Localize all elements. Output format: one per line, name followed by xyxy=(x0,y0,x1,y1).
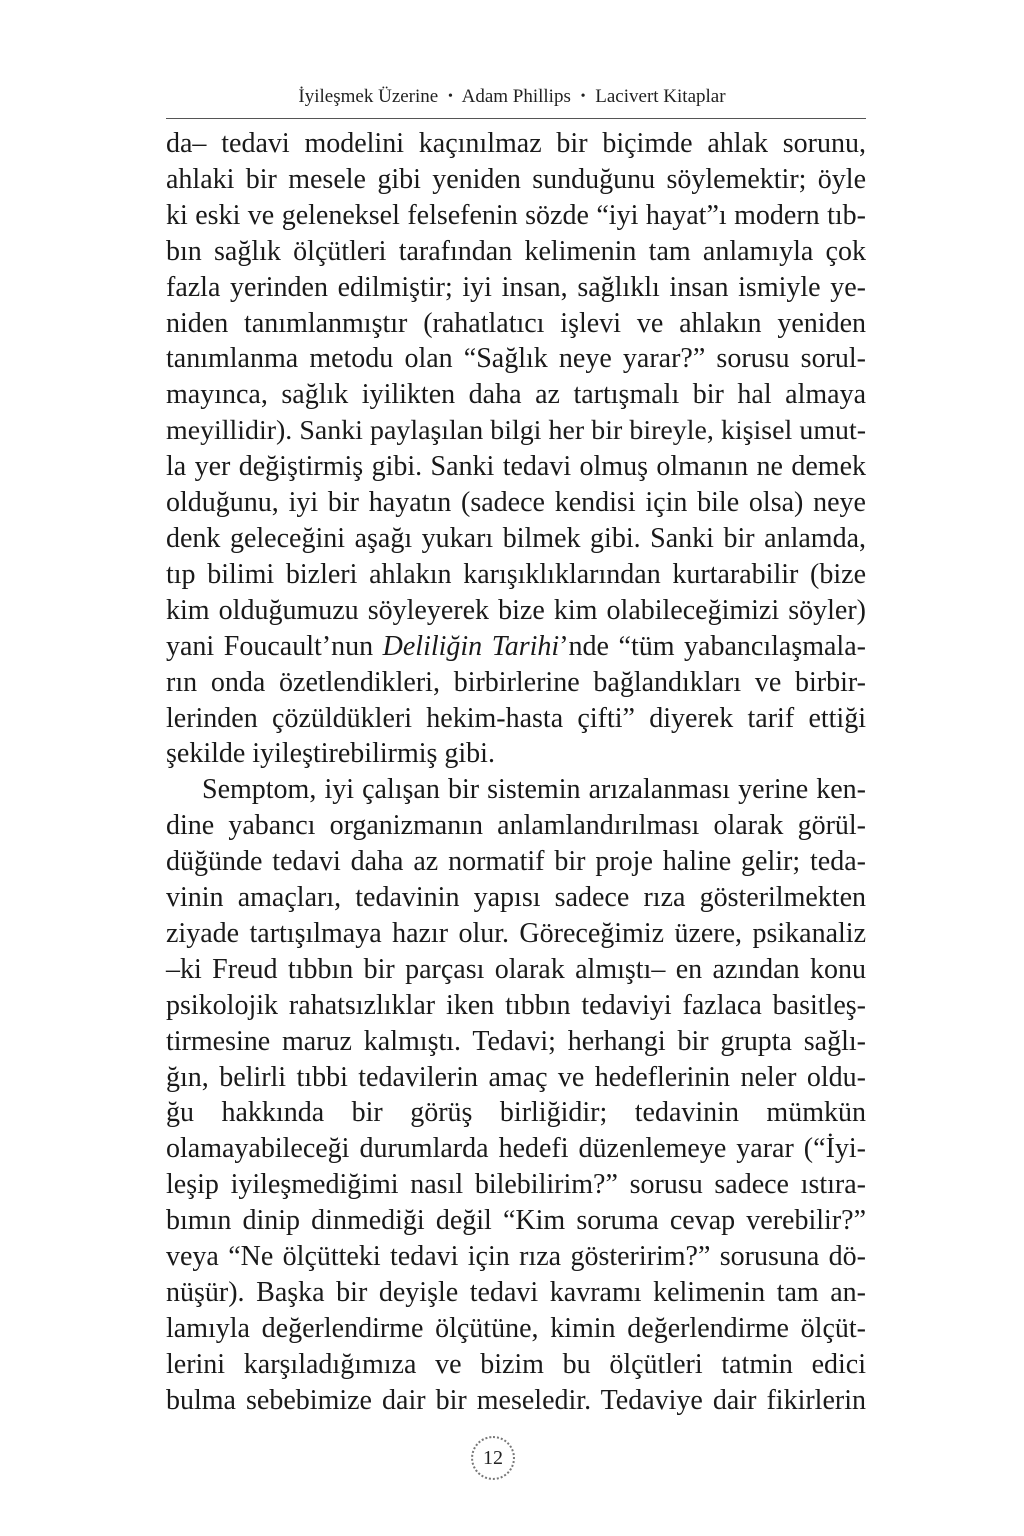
text-segment: ’nde “tüm yabancılaşmala- xyxy=(559,630,866,662)
body-text xyxy=(166,126,866,1419)
text-line-with-italic xyxy=(166,629,866,665)
page-number: 12 xyxy=(471,1436,515,1480)
text-line: –ki Freud tıbbın bir parçası olarak almıştı– en azından konu xyxy=(166,953,866,985)
text-line: bımın dinip dinmediği değil “Kim soruma cevap verebilir?” xyxy=(166,1205,866,1237)
paragraph-end-line: şekilde iyileştirebilirmiş gibi. xyxy=(166,738,495,770)
header-author: Adam Phillips xyxy=(461,86,571,107)
text-line: denk geleceğini aşağı yukarı bilmek gibi. Sanki bir anlamda, xyxy=(166,522,866,554)
text-line: ki eski ve geleneksel felsefenin sözde “iyi hayat”ı modern tıb- xyxy=(166,199,866,231)
header-separator: • xyxy=(447,89,453,104)
text-line: lerinden çözüldükleri hekim-hasta çifti” diyerek tarif ettiği xyxy=(166,702,866,734)
header-publisher: Lacivert Kitaplar xyxy=(595,86,726,107)
text-line: vinin amaçları, tedavinin yapısı sadece rıza gösterilmekten xyxy=(166,882,866,914)
text-line: ğın, belirli tıbbi tedavilerin amaç ve hedeflerinin neler oldu- xyxy=(166,1061,866,1093)
text-line: mayınca, sağlık iyilikten daha az tartışmalı bir hal almaya xyxy=(166,379,866,411)
header-book-title: İyileşmek Üzerine xyxy=(298,86,439,107)
text-line: meyillidir). Sanki paylaşılan bilgi her bir bireyle, kişisel umut- xyxy=(166,415,866,447)
text-line: nüşür). Başka bir deyişle tedavi kavramı kelimenin tam an- xyxy=(166,1277,866,1308)
text-line: ğu hakkında bir görüş birliğidir; tedavinin mümkün xyxy=(166,1097,866,1129)
running-header xyxy=(0,86,1024,108)
text-line: fazla yerinden edilmiştir; iyi insan, sağlıklı insan ismiyle ye- xyxy=(166,271,866,303)
text-line: niden tanımlanmıştır (rahatlatıcı işlevi ve ahlakın yeniden xyxy=(166,307,866,339)
text-line: tirmesine maruz kalmıştı. Tedavi; herhangi bir grupta sağlı- xyxy=(166,1025,866,1057)
text-segment: yani Foucault’nun xyxy=(166,630,383,662)
header-rule xyxy=(166,118,866,119)
text-line: da– tedavi modelini kaçınılmaz bir biçimde ahlak sorunu, xyxy=(166,128,866,159)
text-line: lamıyla değerlendirme ölçütüne, kimin değerlendirme ölçüt- xyxy=(166,1312,866,1344)
text-line: dine yabancı organizmanın anlamlandırılması olarak görül- xyxy=(166,810,866,842)
text-line: bın sağlık ölçütleri tarafından kelimenin tam anlamıyla çok xyxy=(166,235,866,267)
text-line: ziyade tartışılmaya hazır olur. Göreceğimiz üzere, psikanaliz xyxy=(166,917,866,949)
text-line: tanımlanma metodu olan “Sağlık neye yarar?” sorusu sorul- xyxy=(166,343,866,375)
text-line: bulma sebebimize dair bir meseledir. Tedaviye dair fikirlerin xyxy=(166,1384,866,1416)
text-line: lerini karşıladığımıza ve bizim bu ölçütleri tatmin edici xyxy=(166,1348,866,1380)
text-line: psikolojik rahatsızlıklar iken tıbbın tedaviyi fazlaca basitleş- xyxy=(166,989,866,1021)
text-line: ahlaki bir mesele gibi yeniden sunduğunu söylemektir; öyle xyxy=(166,163,866,195)
text-line: düğünde tedavi daha az normatif bir proje haline gelir; teda- xyxy=(166,846,866,878)
book-title-italic: Deliliğin Tarihi xyxy=(382,630,560,662)
text-line: kim olduğumuzu söyleyerek bize kim olabileceğimizi söyler) xyxy=(166,594,866,626)
text-line: tıp bilimi bizleri ahlakın karışıklıklarından kurtarabilir (bize xyxy=(166,558,866,590)
text-line: olamayabileceği durumlarda hedefi düzenlemeye yarar (“İyi- xyxy=(166,1133,866,1165)
text-line: veya “Ne ölçütteki tedavi için rıza gösteririm?” sorusuna dö- xyxy=(166,1241,866,1273)
text-line: olduğunu, iyi bir hayatın (sadece kendisi için bile olsa) neye xyxy=(166,487,866,519)
text-line: la yer değiştirmiş gibi. Sanki tedavi olmuş olmanın ne demek xyxy=(166,451,866,483)
header-separator: • xyxy=(580,89,586,104)
text-line: leşip iyileşmediğimi nasıl bilebilirim?” sorusu sadece ıstıra- xyxy=(166,1169,866,1201)
text-line: rın onda özetlendikleri, birbirlerine bağlandıkları ve birbir- xyxy=(166,666,866,698)
paragraph-first-line: Semptom, iyi çalışan bir sistemin arızalanması yerine ken- xyxy=(202,774,866,806)
